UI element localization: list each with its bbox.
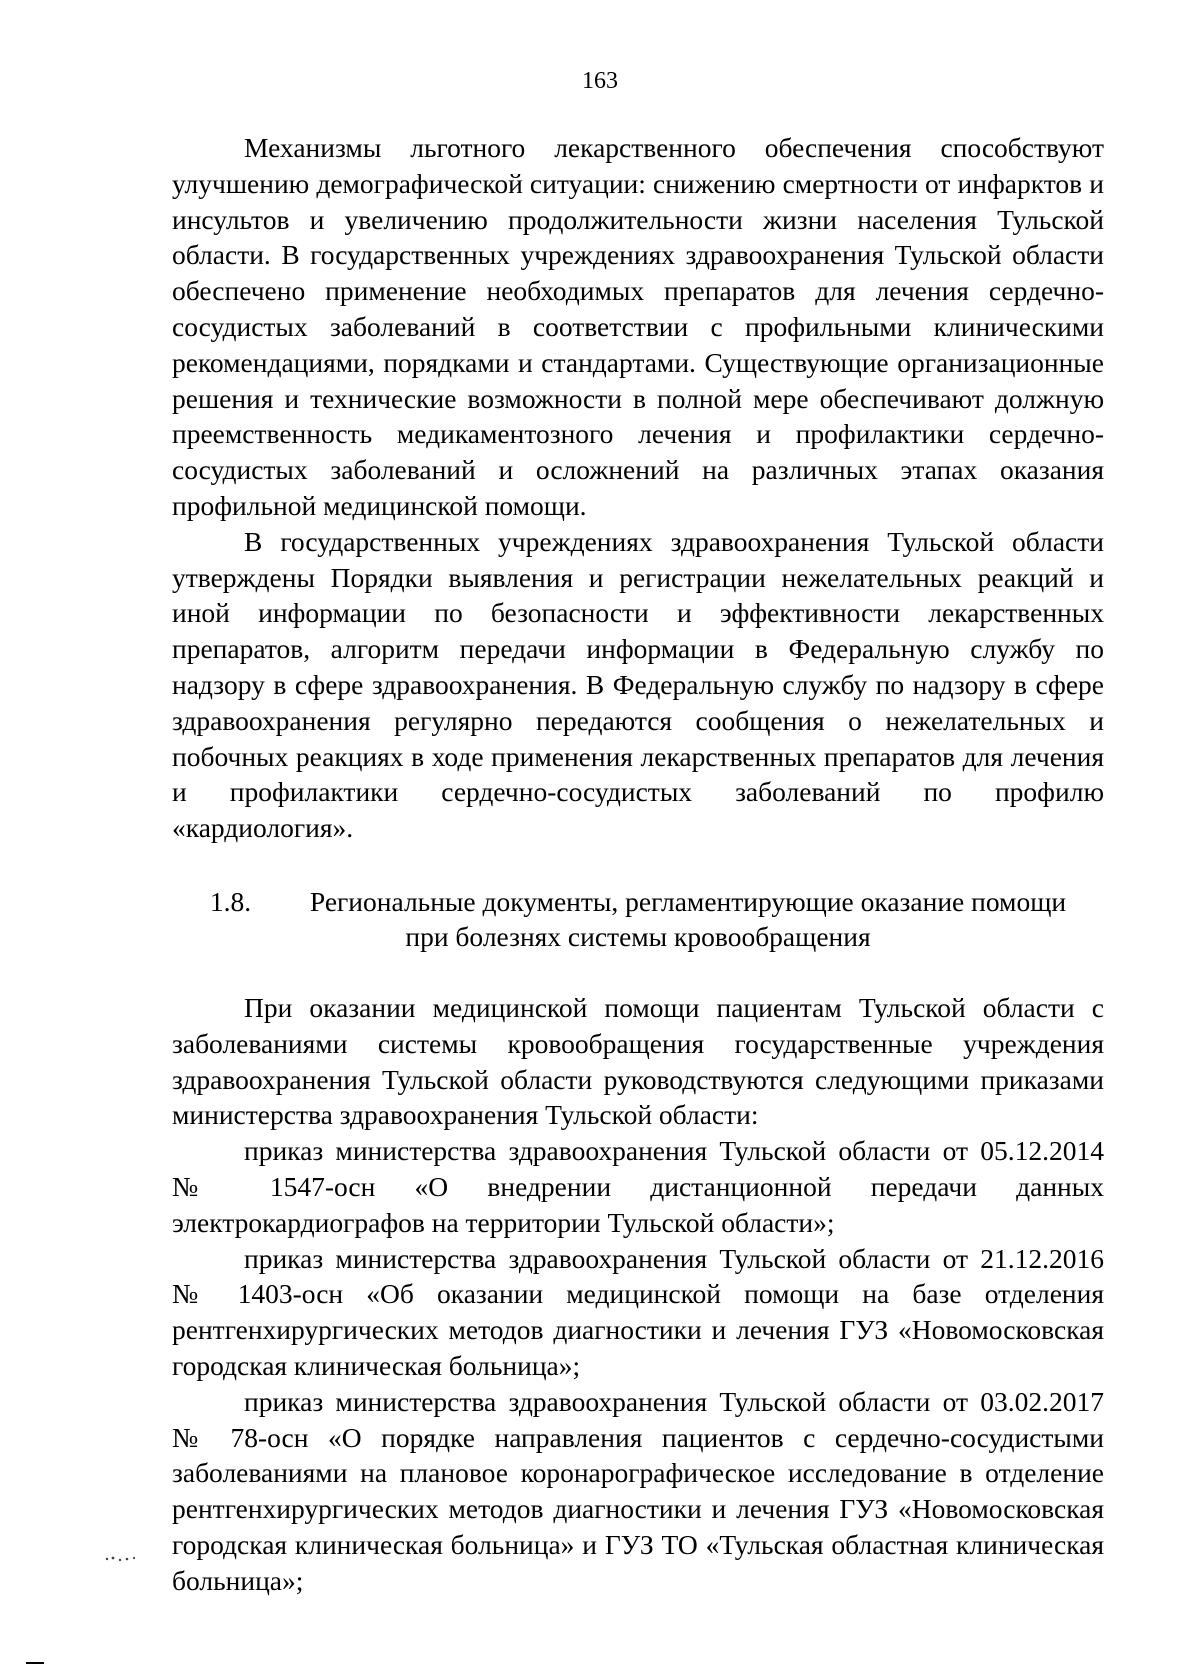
page-body xyxy=(172,130,1104,1598)
section-title-part2: при болезнях системы кровообращения xyxy=(405,920,871,952)
section-title-part1: Региональные документы, регламентирующие оказание помощи xyxy=(309,885,1067,917)
order-item: приказ министерства здравоохранения Тульской области от 05.12.2014 № 1547-осн «О внедрении дистанционной передачи данных электрокардиографов на территории Тульской области»; xyxy=(172,1135,1104,1238)
section-heading xyxy=(172,884,1104,954)
section-heading-line1 xyxy=(172,884,1104,919)
scan-artifact xyxy=(104,1553,144,1569)
section-number: 1.8. xyxy=(209,885,252,917)
order-item: приказ министерства здравоохранения Тульской области от 21.12.2016 № 1403-осн «Об оказании медицинской помощи на базе отделения рентгенхирургических методов диагностики и лечения ГУЗ «Новомосковская городская клиническая больница»; xyxy=(172,1242,1104,1381)
paragraph-orders-intro: При оказании медицинской помощи пациентам Тульской области с заболеваниями системы кровообращения государственные учреждения здравоохранения Тульской области руководствуются следующими приказами министерства здравоохранения Тульской области: xyxy=(172,991,1104,1131)
order-item: приказ министерства здравоохранения Тульской области от 03.02.2017 № 78-осн «О порядке направления пациентов с сердечно-сосудистыми заболеваниями на плановое коронарографическое исследование в отделение рентгенхирургических методов диагностики и лечения ГУЗ «Новомосковская городская клиническая больница» и ГУЗ ТО «Тульская областная клиническая больница»; xyxy=(172,1385,1104,1596)
paragraph-adverse-reactions: В государственных учреждениях здравоохранения Тульской области утверждены Порядки выявления и регистрации нежелательных реакций и иной информации по безопасности и эффективности лекарственных препаратов, алгоритм передачи информации в Федеральную службу по надзору в сфере здравоохранения. В Федеральную службу по надзору в сфере здравоохранения регулярно передаются сообщения о нежелательных и побочных реакциях в ходе применения лекарственных препаратов для лечения и профилактики сердечно-сосудистых заболеваний по профилю «кардиология». xyxy=(172,525,1104,844)
scan-edge-mark xyxy=(26,1662,44,1664)
paragraph-drug-provision: Механизмы льготного лекарственного обеспечения способствуют улучшению демографической ситуации: снижению смертности от инфарктов и инсультов и увеличению продолжительности жизни населения Тульской области. В государственных учреждениях здравоохранения Тульской области обеспечено применение необходимых препаратов для лечения сердечно-сосудистых заболеваний в соответствии с профильными клиническими рекомендациями, порядками и стандартами. Существующие организационные решения и технические возможности в полной мере обеспечивают должную преемственность медикаментозного лечения и профилактики сердечно-сосудистых заболеваний и осложнений на различных этапах оказания профильной медицинской помощи. xyxy=(172,132,1104,521)
spacer xyxy=(172,954,1104,990)
scan-dots-icon xyxy=(104,1554,144,1564)
page-number: 163 xyxy=(582,68,618,94)
